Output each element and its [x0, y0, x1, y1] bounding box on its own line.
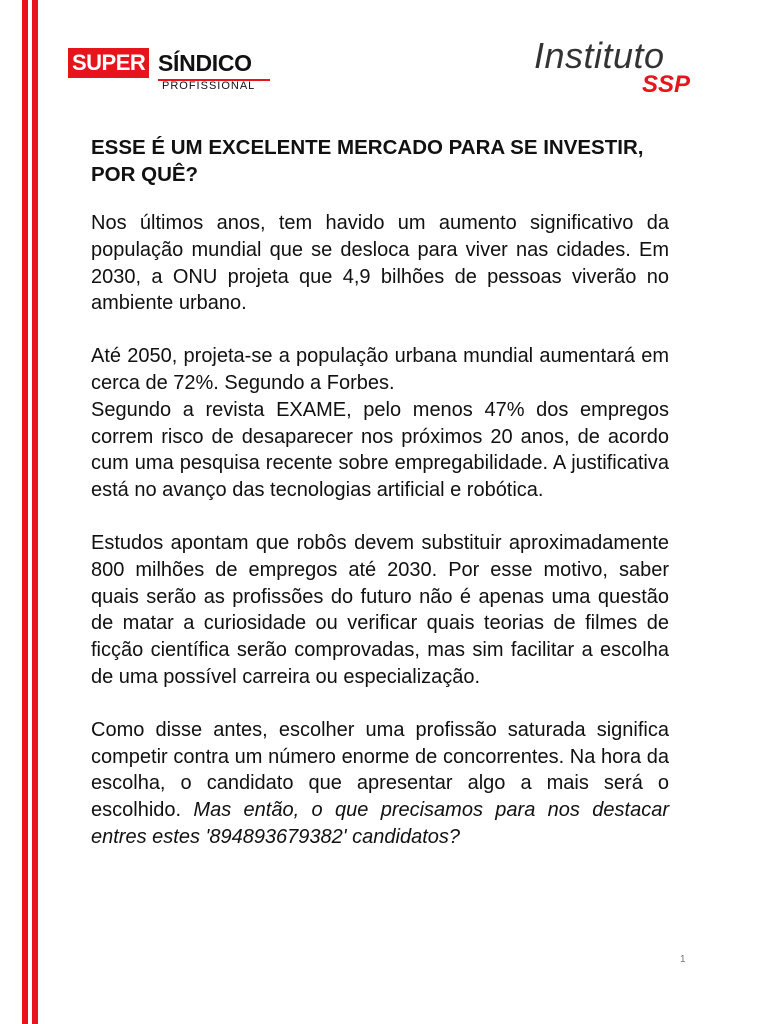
- logo-instituto-text: Instituto: [534, 35, 665, 76]
- page-title: ESSE É UM EXCELENTE MERCADO PARA SE INVESTIR, POR QUÊ?: [91, 136, 644, 186]
- paragraph-urban-growth: Nos últimos anos, tem havido um aumento significativo da população mundial que se desloca para viver nas cidades. Em 2030, a ONU projeta que 4,9 bilhões de pessoas viverão no ambiente urbano.: [91, 212, 669, 315]
- closing-question: Mas então, o que precisamos para nos destacar entres estes '894893679382' candidatos?: [91, 799, 669, 848]
- paragraph-competition-text: Como disse antes, escolher uma profissão saturada significa competir contra um número enorme de concorrentes. Na hora da escolha, o candidato que apresentar algo a mais será o escolhido.: [91, 718, 669, 822]
- instituto-ssp-logo: [534, 34, 704, 98]
- logo-sindico-text: SÍNDICO: [158, 50, 252, 76]
- page-border-stripe: [32, 0, 38, 1024]
- paragraph-exame: Segundo a revista EXAME, pelo menos 47% dos empregos correm risco de desaparecer nos próximos 20 anos, de acordo cum uma pesquisa recente sobre empregabilidade. A justificativa está no avanço das tecnologias artificial e robótica.: [91, 398, 669, 502]
- logo-ssp-text: SSP: [642, 71, 691, 98]
- document-body: [91, 134, 669, 877]
- paragraph-competition: [91, 717, 669, 851]
- page-number: 1: [680, 954, 686, 965]
- logo-profissional-text: PROFISSIONAL: [162, 80, 256, 92]
- logo-super-text: SUPER: [68, 48, 149, 78]
- paragraph-robots: Estudos apontam que robôs devem substituir aproximadamente 800 milhões de empregos até 2030. Por esse motivo, saber quais serão as profissões do futuro não é apenas uma questão de matar a curiosidade ou verificar quais teorias de filmes de ficção científica serão comprovadas, mas sim facilitar a escolha de uma possível carreira ou especialização.: [91, 531, 669, 688]
- page-border-stripe: [22, 0, 28, 1024]
- paragraph-forbes: Até 2050, projeta-se a população urbana mundial aumentará em cerca de 72%. Segundo a Forbes.: [91, 345, 669, 394]
- super-sindico-logo: [68, 44, 278, 92]
